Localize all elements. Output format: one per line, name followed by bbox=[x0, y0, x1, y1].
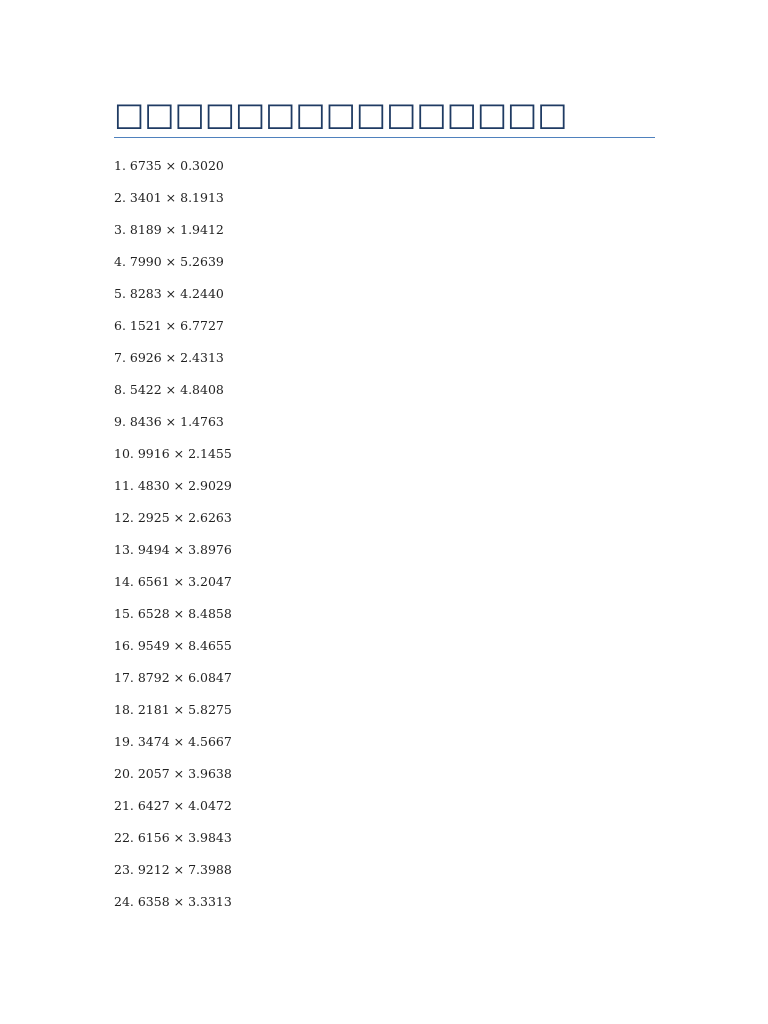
document-title: □□□□□□□□□□□□□□□ bbox=[114, 95, 568, 133]
problem-item: 14. 6561 × 3.2047 bbox=[114, 574, 232, 589]
problem-item: 23. 9212 × 7.3988 bbox=[114, 862, 232, 877]
problem-item: 7. 6926 × 2.4313 bbox=[114, 350, 224, 365]
problem-item: 12. 2925 × 2.6263 bbox=[114, 510, 232, 525]
problem-item: 19. 3474 × 4.5667 bbox=[114, 734, 232, 749]
problem-item: 20. 2057 × 3.9638 bbox=[114, 766, 232, 781]
problem-item: 13. 9494 × 3.8976 bbox=[114, 542, 232, 557]
problem-item: 15. 6528 × 8.4858 bbox=[114, 606, 232, 621]
problem-item: 4. 7990 × 5.2639 bbox=[114, 254, 224, 269]
problem-item: 6. 1521 × 6.7727 bbox=[114, 318, 224, 333]
problem-item: 9. 8436 × 1.4763 bbox=[114, 414, 224, 429]
problem-item: 18. 2181 × 5.8275 bbox=[114, 702, 232, 717]
problem-item: 2. 3401 × 8.1913 bbox=[114, 190, 224, 205]
problem-item: 1. 6735 × 0.3020 bbox=[114, 158, 224, 173]
problem-item: 16. 9549 × 8.4655 bbox=[114, 638, 232, 653]
problem-item: 8. 5422 × 4.8408 bbox=[114, 382, 224, 397]
problem-item: 22. 6156 × 3.9843 bbox=[114, 830, 232, 845]
title-underline bbox=[114, 137, 655, 138]
problem-item: 11. 4830 × 2.9029 bbox=[114, 478, 232, 493]
problem-item: 17. 8792 × 6.0847 bbox=[114, 670, 232, 685]
problem-item: 5. 8283 × 4.2440 bbox=[114, 286, 224, 301]
document-page bbox=[114, 92, 655, 926]
problem-item: 3. 8189 × 1.9412 bbox=[114, 222, 224, 237]
problem-item: 21. 6427 × 4.0472 bbox=[114, 798, 232, 813]
problem-item: 24. 6358 × 3.3313 bbox=[114, 894, 232, 909]
problem-item: 10. 9916 × 2.1455 bbox=[114, 446, 232, 461]
problem-list bbox=[114, 158, 655, 926]
